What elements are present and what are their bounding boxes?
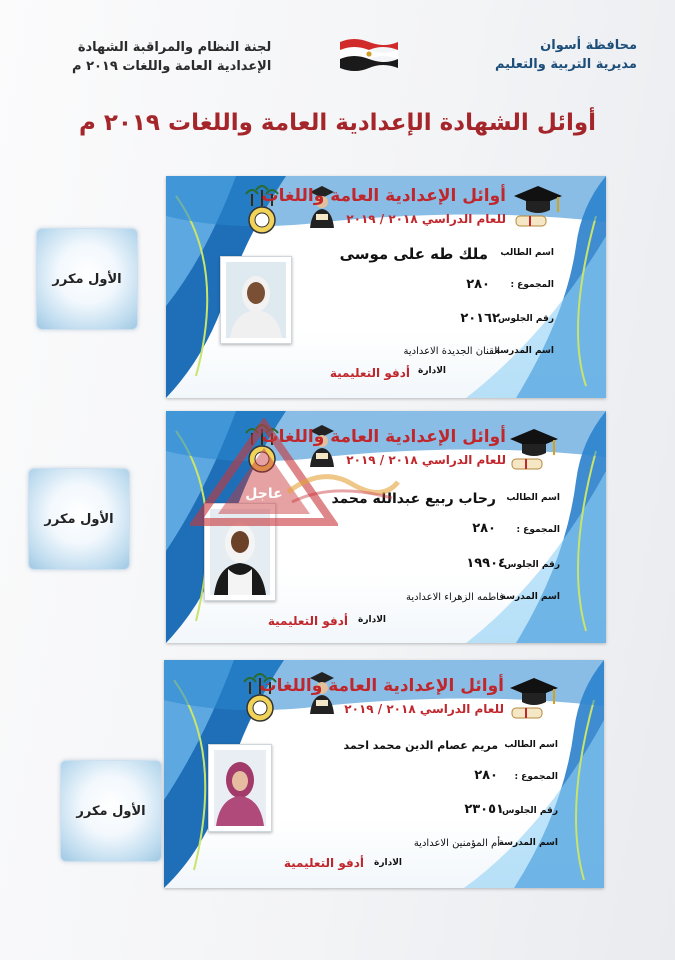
- label-seat: رقم الجلوس: [498, 314, 554, 324]
- label-total: المجموع :: [514, 772, 558, 782]
- student-name: رحاب ربيع عبدالله محمد: [331, 491, 496, 507]
- label-name: اسم الطالب: [506, 493, 560, 503]
- card-year: للعام الدراسي ٢٠١٨ / ٢٠١٩: [346, 453, 506, 467]
- watermark-swirl-icon: [282, 462, 402, 512]
- student-card-1: [166, 176, 606, 398]
- rank-label: الأول مكرر: [52, 271, 122, 287]
- label-total: المجموع :: [516, 525, 560, 535]
- header-directorate: [495, 36, 637, 74]
- label-name: اسم الطالب: [500, 248, 554, 258]
- watermark-text: عاجل: [245, 486, 283, 502]
- card-title: أوائل الإعدادية العامة واللغات: [261, 186, 506, 206]
- student-school: فاطمه الزهراء الاعدادية: [406, 592, 504, 603]
- label-school: اسم المدرسة: [500, 592, 560, 602]
- student-seat: ١٩٩٠٤: [466, 556, 506, 571]
- card-year: للعام الدراسي ٢٠١٨ / ٢٠١٩: [344, 702, 504, 716]
- graduation-cap-icon: [506, 425, 560, 477]
- page-title: أوائل الشهادة الإعدادية العامة واللغات ٢٠١٩ م: [78, 110, 597, 136]
- graduation-cap-icon: [506, 674, 560, 726]
- student-photo: [208, 744, 272, 832]
- student-admin: أدفو التعليمية: [283, 856, 364, 870]
- card-title: أوائل الإعدادية العامة واللغات: [261, 427, 506, 447]
- label-admin: الادارة: [418, 366, 446, 376]
- student-photo: [220, 256, 292, 344]
- student-name: ملك طه على موسى: [339, 245, 488, 263]
- student-total: ٢٨٠: [472, 521, 496, 536]
- student-name: مريم عصام الدين محمد احمد: [343, 739, 498, 752]
- label-admin: الادارة: [374, 858, 402, 868]
- rank-label: الأول مكرر: [44, 511, 114, 527]
- label-admin: الادارة: [358, 615, 386, 625]
- header-directorate-line: مديرية التربية والتعليم: [494, 57, 637, 72]
- student-portrait: [226, 262, 286, 338]
- header-committee: [72, 38, 271, 76]
- rank-box-3: [60, 760, 162, 862]
- student-total: ٢٨٠: [466, 277, 490, 292]
- rank-box-1: [36, 228, 138, 330]
- student-total: ٢٨٠: [474, 768, 498, 783]
- student-seat: ٢٠١٦٢: [460, 311, 500, 326]
- rank-label: الأول مكرر: [76, 803, 146, 819]
- student-card-3: [164, 660, 604, 888]
- student-admin: أدفو التعليمية: [329, 366, 410, 380]
- student-school: أم المؤمنين الاعدادية: [413, 838, 500, 849]
- card-title: أوائل الإعدادية العامة واللغات: [259, 676, 504, 696]
- header-committee-line1: لجنة النظام والمراقبة الشهادة: [77, 40, 272, 55]
- card-year: للعام الدراسي ٢٠١٨ / ٢٠١٩: [346, 212, 506, 226]
- student-admin: أدفو التعليمية: [267, 614, 348, 628]
- egypt-flag-icon: [338, 36, 400, 74]
- rank-box-2: [28, 468, 130, 570]
- label-school: اسم المدرسة: [498, 838, 558, 848]
- student-school: القنان الجديدة الاعدادية: [403, 346, 500, 357]
- header-committee-line2: الإعدادية العامة واللغات ٢٠١٩ م: [72, 59, 272, 74]
- label-seat: رقم الجلوس: [502, 806, 558, 816]
- header-governorate: محافظة أسوان: [540, 38, 637, 53]
- label-school: اسم المدرسة: [494, 346, 554, 356]
- label-total: المجموع :: [510, 280, 554, 290]
- student-portrait: [214, 750, 266, 826]
- graduation-cap-icon: [510, 182, 564, 234]
- label-seat: رقم الجلوس: [504, 560, 560, 570]
- label-name: اسم الطالب: [504, 740, 558, 750]
- student-seat: ٢٣٠٥١: [464, 802, 504, 817]
